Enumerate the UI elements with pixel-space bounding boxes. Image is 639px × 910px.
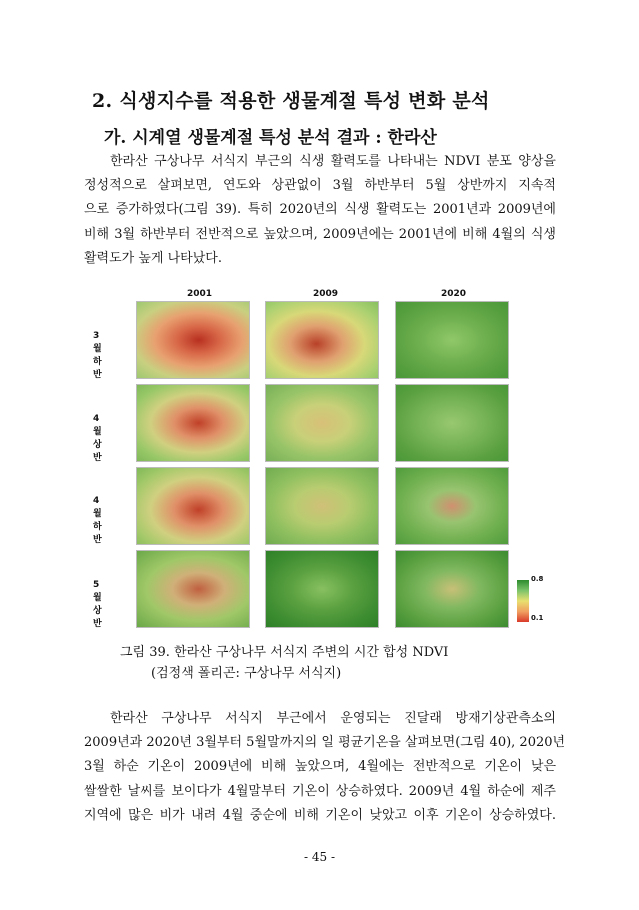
row-label-may-early: 5월 상반 (93, 580, 102, 629)
row-label-april-late: 4월 하반 (93, 496, 102, 545)
ndvi-map-2020-april-late (395, 467, 509, 545)
ndvi-map-2009-april-late (265, 467, 379, 545)
ndvi-map-2001-april-early (136, 384, 250, 462)
ndvi-map-2009-march-late (265, 301, 379, 379)
paragraph-line: 한라산 구상나무 서식지 부근의 식생 활력도를 나타내는 NDVI 분포 양상을 (110, 154, 556, 169)
column-label-2020: 2020 (441, 289, 467, 299)
ndvi-map-2001-march-late (136, 301, 250, 379)
paragraph-line: 활력도가 높게 나타났다. (84, 250, 222, 266)
paragraph-line: 비해 3월 하반부터 전반적으로 높았으며, 2009년에는 2001년에 비해 4월의 식생 (84, 226, 556, 242)
section-title: 2. 식생지수를 적용한 생물계절 특성 변화 분석 (92, 90, 490, 112)
figure-caption-note: (검정색 폴리곤: 구상나무 서식지) (151, 666, 342, 681)
ndvi-map-2020-april-early (395, 384, 509, 462)
ndvi-map-2020-may-early (395, 550, 509, 628)
paragraph-line: 으로 증가하였다(그림 39). 특히 2020년의 식생 활력도는 2001년과 2009년에 (84, 202, 556, 218)
ndvi-map-2009-april-early (265, 384, 379, 462)
paragraph-line: 쌀쌀한 날씨를 보이다가 4월말부터 기온이 상승하였다. 2009년 4월 하순에 제주 (84, 783, 556, 799)
column-label-2001: 2001 (187, 289, 213, 299)
ndvi-map-2009-may-early (265, 550, 379, 628)
legend-min-label: 0.1 (531, 614, 544, 622)
ndvi-map-2020-march-late (395, 301, 509, 379)
ndvi-map-2001-may-early (136, 550, 250, 628)
page-number: - 45 - (303, 850, 335, 864)
ndvi-legend-colorbar (517, 580, 529, 622)
figure-caption: 그림 39. 한라산 구상나무 서식지 주변의 시간 합성 NDVI (120, 645, 449, 660)
row-label-april-early: 4월 상반 (93, 414, 102, 463)
column-label-2009: 2009 (313, 289, 339, 299)
row-label-march-late: 3월 하반 (93, 331, 102, 380)
paragraph-line: 정성적으로 살펴보면, 연도와 상관없이 3월 하반부터 5월 상반까지 지속적 (84, 178, 556, 194)
paragraph-line: 지역에 많은 비가 내려 4월 중순에 비해 기온이 낮았고 이후 기온이 상승하였다. (84, 807, 556, 823)
paragraph-line: 한라산 구상나무 서식지 부근에서 운영되는 진달래 방재기상관측소의 (110, 711, 556, 726)
paragraph-line: 2009년과 2020년 3월부터 5월말까지의 일 평균기온을 살펴보면(그림 40), 2020년 (84, 735, 566, 751)
paragraph-2 (84, 707, 566, 828)
subsection-title: 가. 시계열 생물계절 특성 분석 결과 : 한라산 (104, 128, 437, 148)
paragraph-line: 3월 하순 기온이 2009년에 비해 높았으며, 4월에는 전반적으로 기온이 낮은 (84, 759, 556, 775)
ndvi-map-2001-april-late (136, 467, 250, 545)
paragraph-1 (84, 150, 556, 271)
legend-max-label: 0.8 (531, 575, 544, 583)
